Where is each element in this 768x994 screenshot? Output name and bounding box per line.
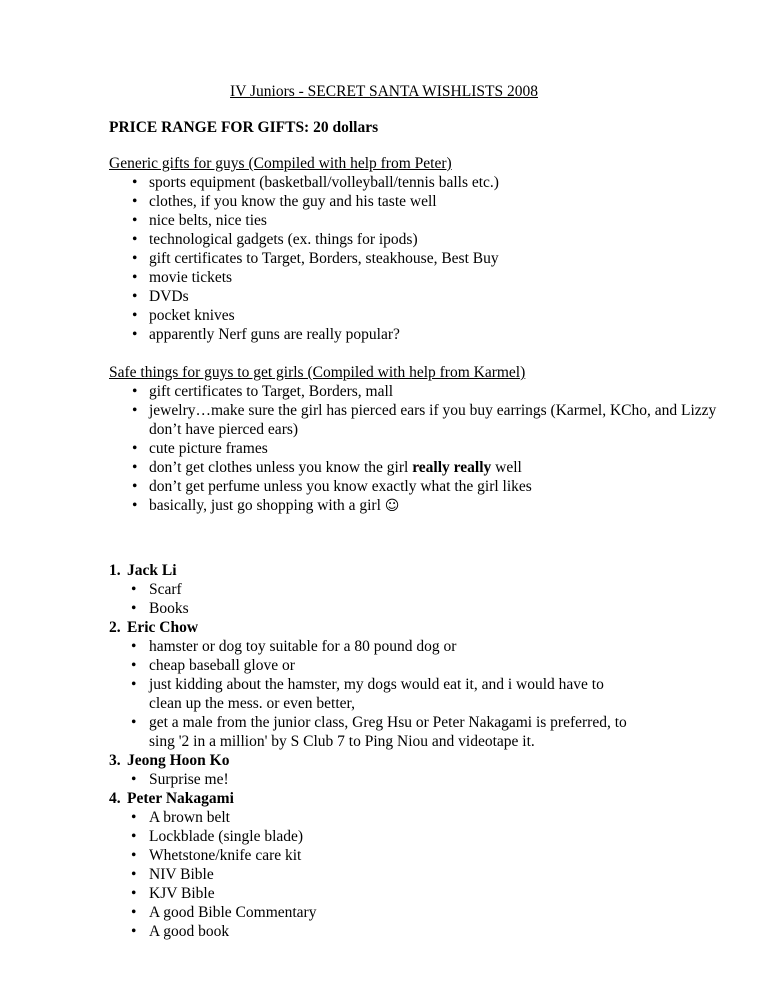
list-item: • movie tickets — [132, 269, 233, 286]
person-wishlist — [127, 808, 749, 941]
list-item: • KJV Bible — [131, 885, 215, 902]
list-item: • Whetstone/knife care kit — [131, 847, 302, 864]
person-wishlist — [127, 580, 749, 618]
list-item: • get a male from the junior class, Greg Hsu or Peter Nakagami is preferred, to sing '2 in a million' by S Club 7 to Ping Niou and videotape it. — [131, 714, 627, 750]
person-wishlist — [127, 637, 632, 751]
person-name: Peter Nakagami — [127, 790, 234, 807]
list-item: • A good Bible Commentary — [131, 904, 317, 921]
person-number: 3. — [109, 752, 121, 769]
bullet-icon: • — [132, 307, 138, 324]
bullet-icon: • — [131, 866, 137, 883]
girls-gift-list — [109, 382, 729, 516]
list-item: • A good book — [131, 923, 230, 940]
list-item: • don’t get clothes unless you know the girl really really well — [132, 459, 522, 476]
bullet-icon: • — [132, 269, 138, 286]
bullet-icon: • — [132, 326, 138, 343]
list-item: • sports equipment (basketball/volleyball/tennis balls etc.) — [132, 174, 499, 191]
list-item: • gift certificates to Target, Borders, mall — [132, 383, 394, 400]
list-item: • Books — [131, 600, 189, 617]
document-page — [109, 82, 749, 941]
bullet-icon: • — [132, 250, 138, 267]
list-item: • Surprise me! — [131, 771, 229, 788]
bullet-icon: • — [131, 638, 137, 655]
bullet-icon: • — [131, 809, 137, 826]
document-title: IV Juniors - SECRET SANTA WISHLISTS 2008 — [230, 83, 538, 100]
list-item: • nice belts, nice ties — [132, 212, 267, 229]
person-wishlist — [127, 770, 749, 789]
person-name: Jack Li — [127, 562, 177, 579]
list-item: • cheap baseball glove or — [131, 657, 295, 674]
bullet-icon: • — [132, 440, 138, 457]
bullet-icon: • — [132, 402, 138, 419]
list-item: • pocket knives — [132, 307, 235, 324]
guys-gift-list — [109, 173, 749, 344]
bullet-icon: • — [131, 771, 137, 788]
bullet-icon: • — [132, 497, 138, 514]
list-item: • NIV Bible — [131, 866, 214, 883]
person-number: 2. — [109, 619, 121, 636]
bullet-icon: • — [131, 657, 137, 674]
price-range: PRICE RANGE FOR GIFTS: 20 dollars — [109, 119, 379, 136]
list-item: • Scarf — [131, 581, 182, 598]
wishlist-list — [109, 561, 749, 941]
bullet-icon: • — [132, 231, 138, 248]
bullet-icon: • — [132, 212, 138, 229]
bullet-icon: • — [132, 478, 138, 495]
bullet-icon: • — [131, 885, 137, 902]
bullet-icon: • — [131, 904, 137, 921]
bullet-icon: • — [132, 174, 138, 191]
guys-section-heading: Generic gifts for guys (Compiled with help from Peter) — [109, 155, 452, 172]
person-entry — [109, 789, 749, 941]
list-item: • just kidding about the hamster, my dogs would eat it, and i would have to clean up the mess. or even better, — [131, 676, 604, 712]
bullet-icon: • — [131, 923, 137, 940]
bullet-icon: • — [131, 676, 137, 693]
bullet-icon: • — [131, 714, 137, 731]
list-item: • cute picture frames — [132, 440, 268, 457]
list-item: • DVDs — [132, 288, 189, 305]
person-entry — [109, 751, 749, 789]
bullet-icon: • — [131, 847, 137, 864]
smiley-icon: ☺ — [384, 498, 400, 514]
list-item: • hamster or dog toy suitable for a 80 pound dog or — [131, 638, 457, 655]
list-item: • don’t get perfume unless you know exactly what the girl likes — [132, 478, 532, 495]
bullet-icon: • — [132, 193, 138, 210]
person-entry — [109, 561, 749, 618]
person-number: 4. — [109, 790, 121, 807]
list-item: • jewelry…make sure the girl has pierced ears if you buy earrings (Karmel, KCho, and Lizzy don’t have pierced ears) — [132, 402, 717, 438]
bullet-icon: • — [131, 600, 137, 617]
person-number: 1. — [109, 562, 121, 579]
person-name: Jeong Hoon Ko — [127, 752, 230, 769]
list-item: • Lockblade (single blade) — [131, 828, 304, 845]
bullet-icon: • — [132, 288, 138, 305]
bullet-icon: • — [131, 581, 137, 598]
person-entry — [109, 618, 749, 751]
bullet-icon: • — [132, 383, 138, 400]
list-item: • A brown belt — [131, 809, 230, 826]
bullet-icon: • — [131, 828, 137, 845]
bullet-icon: • — [132, 459, 138, 476]
list-item: • clothes, if you know the guy and his taste well — [132, 193, 437, 210]
list-item: • gift certificates to Target, Borders, steakhouse, Best Buy — [132, 250, 499, 267]
list-item: • basically, just go shopping with a girl ☺ — [132, 497, 400, 514]
list-item: • apparently Nerf guns are really popular? — [132, 326, 400, 343]
girls-section-heading: Safe things for guys to get girls (Compiled with help from Karmel) — [109, 364, 526, 381]
person-name: Eric Chow — [127, 619, 199, 636]
emphasis-text: really really — [412, 459, 492, 476]
list-item: • technological gadgets (ex. things for ipods) — [132, 231, 418, 248]
